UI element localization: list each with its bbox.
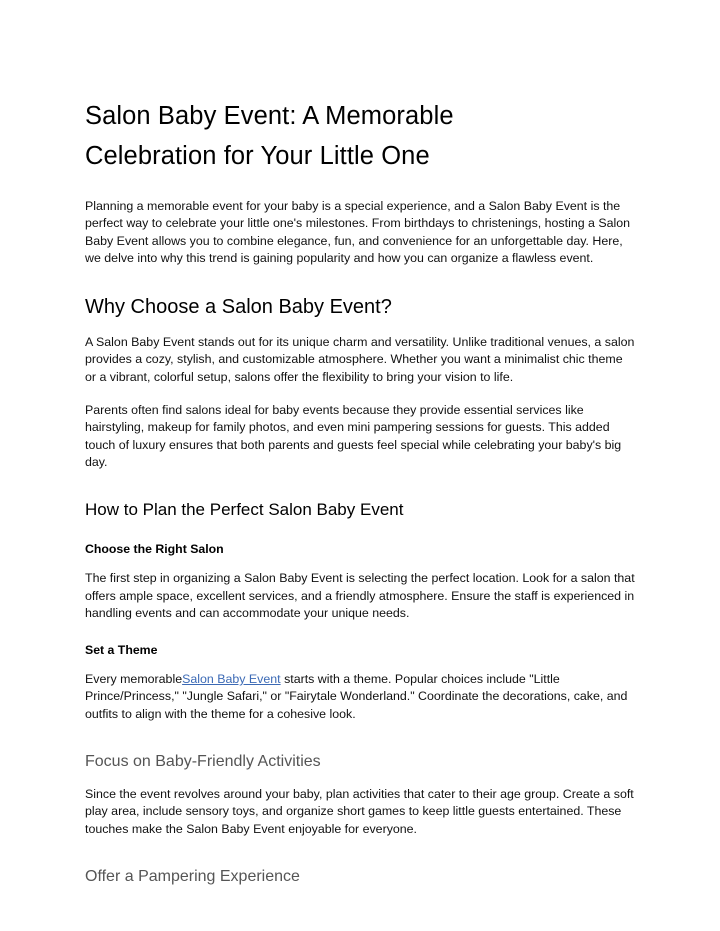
paragraph-set-a-theme xyxy=(85,671,635,723)
document-content xyxy=(85,96,635,901)
paragraph-set-a-theme-before: Every memorable xyxy=(85,672,183,687)
section-heading-offer-a-pampering-experience: Offer a Pampering Experience xyxy=(85,867,300,885)
section-heading-why-choose: Why Choose a Salon Baby Event? xyxy=(85,296,392,319)
subheading-set-a-theme: Set a Theme xyxy=(85,643,158,658)
section-heading-focus-on-baby-friendly-activities: Focus on Baby-Friendly Activities xyxy=(85,753,321,771)
subheading-choose-the-right-salon: Choose the Right Salon xyxy=(85,542,224,557)
paragraph-why-choose-1: A Salon Baby Event stands out for its unique charm and versatility. Unlike traditional venues, a salon provides a cozy, stylish, and customizable atmosphere. Whether you want a minimalist chic theme or a vibrant, colorful setup, salons offer the flexibility to bring your vision to life. xyxy=(85,335,635,384)
section-heading-how-to-plan: How to Plan the Perfect Salon Baby Event xyxy=(85,500,404,520)
salon-baby-event-link[interactable]: Salon Baby Event xyxy=(182,672,281,687)
paragraph-baby-friendly-activities: Since the event revolves around your baby, plan activities that cater to their age group. Create a soft play area, include sensory toys, and organize short games to keep little guests entertained. These touches make the Salon Baby Event enjoyable for everyone. xyxy=(85,787,634,836)
intro-paragraph: Planning a memorable event for your baby is a special experience, and a Salon Baby Event is the perfect way to celebrate your little one's milestones. From birthdays to christenings, hosting a Salon Baby Event allows you to combine elegance, fun, and convenience for an unforgettable day. Here, we delve into why this trend is gaining popularity and how you can organize a flawless event. xyxy=(85,199,631,265)
paragraph-why-choose-2: Parents often find salons ideal for baby events because they provide essential services like hairstyling, makeup for family photos, and even mini pampering sessions for guests. This added touch of luxury ensures that both parents and guests feel special while celebrating your baby's big day. xyxy=(85,403,622,469)
page-title: Salon Baby Event: A Memorable Celebration for Your Little One xyxy=(85,102,454,170)
paragraph-set-a-theme-after: starts with a theme. Popular choices include "Little Prince/Princess," "Jungle Safari," or "Fairytale Wonderland." Coordinate the decorations, cake, and outfits to align with the theme for a cohesive look. xyxy=(85,672,628,721)
paragraph-choose-the-right-salon: The first step in organizing a Salon Baby Event is selecting the perfect location. Look for a salon that offers ample space, excellent services, and a friendly atmosphere. Ensure the staff is experienced in handling events and can accommodate your unique needs. xyxy=(85,571,635,620)
